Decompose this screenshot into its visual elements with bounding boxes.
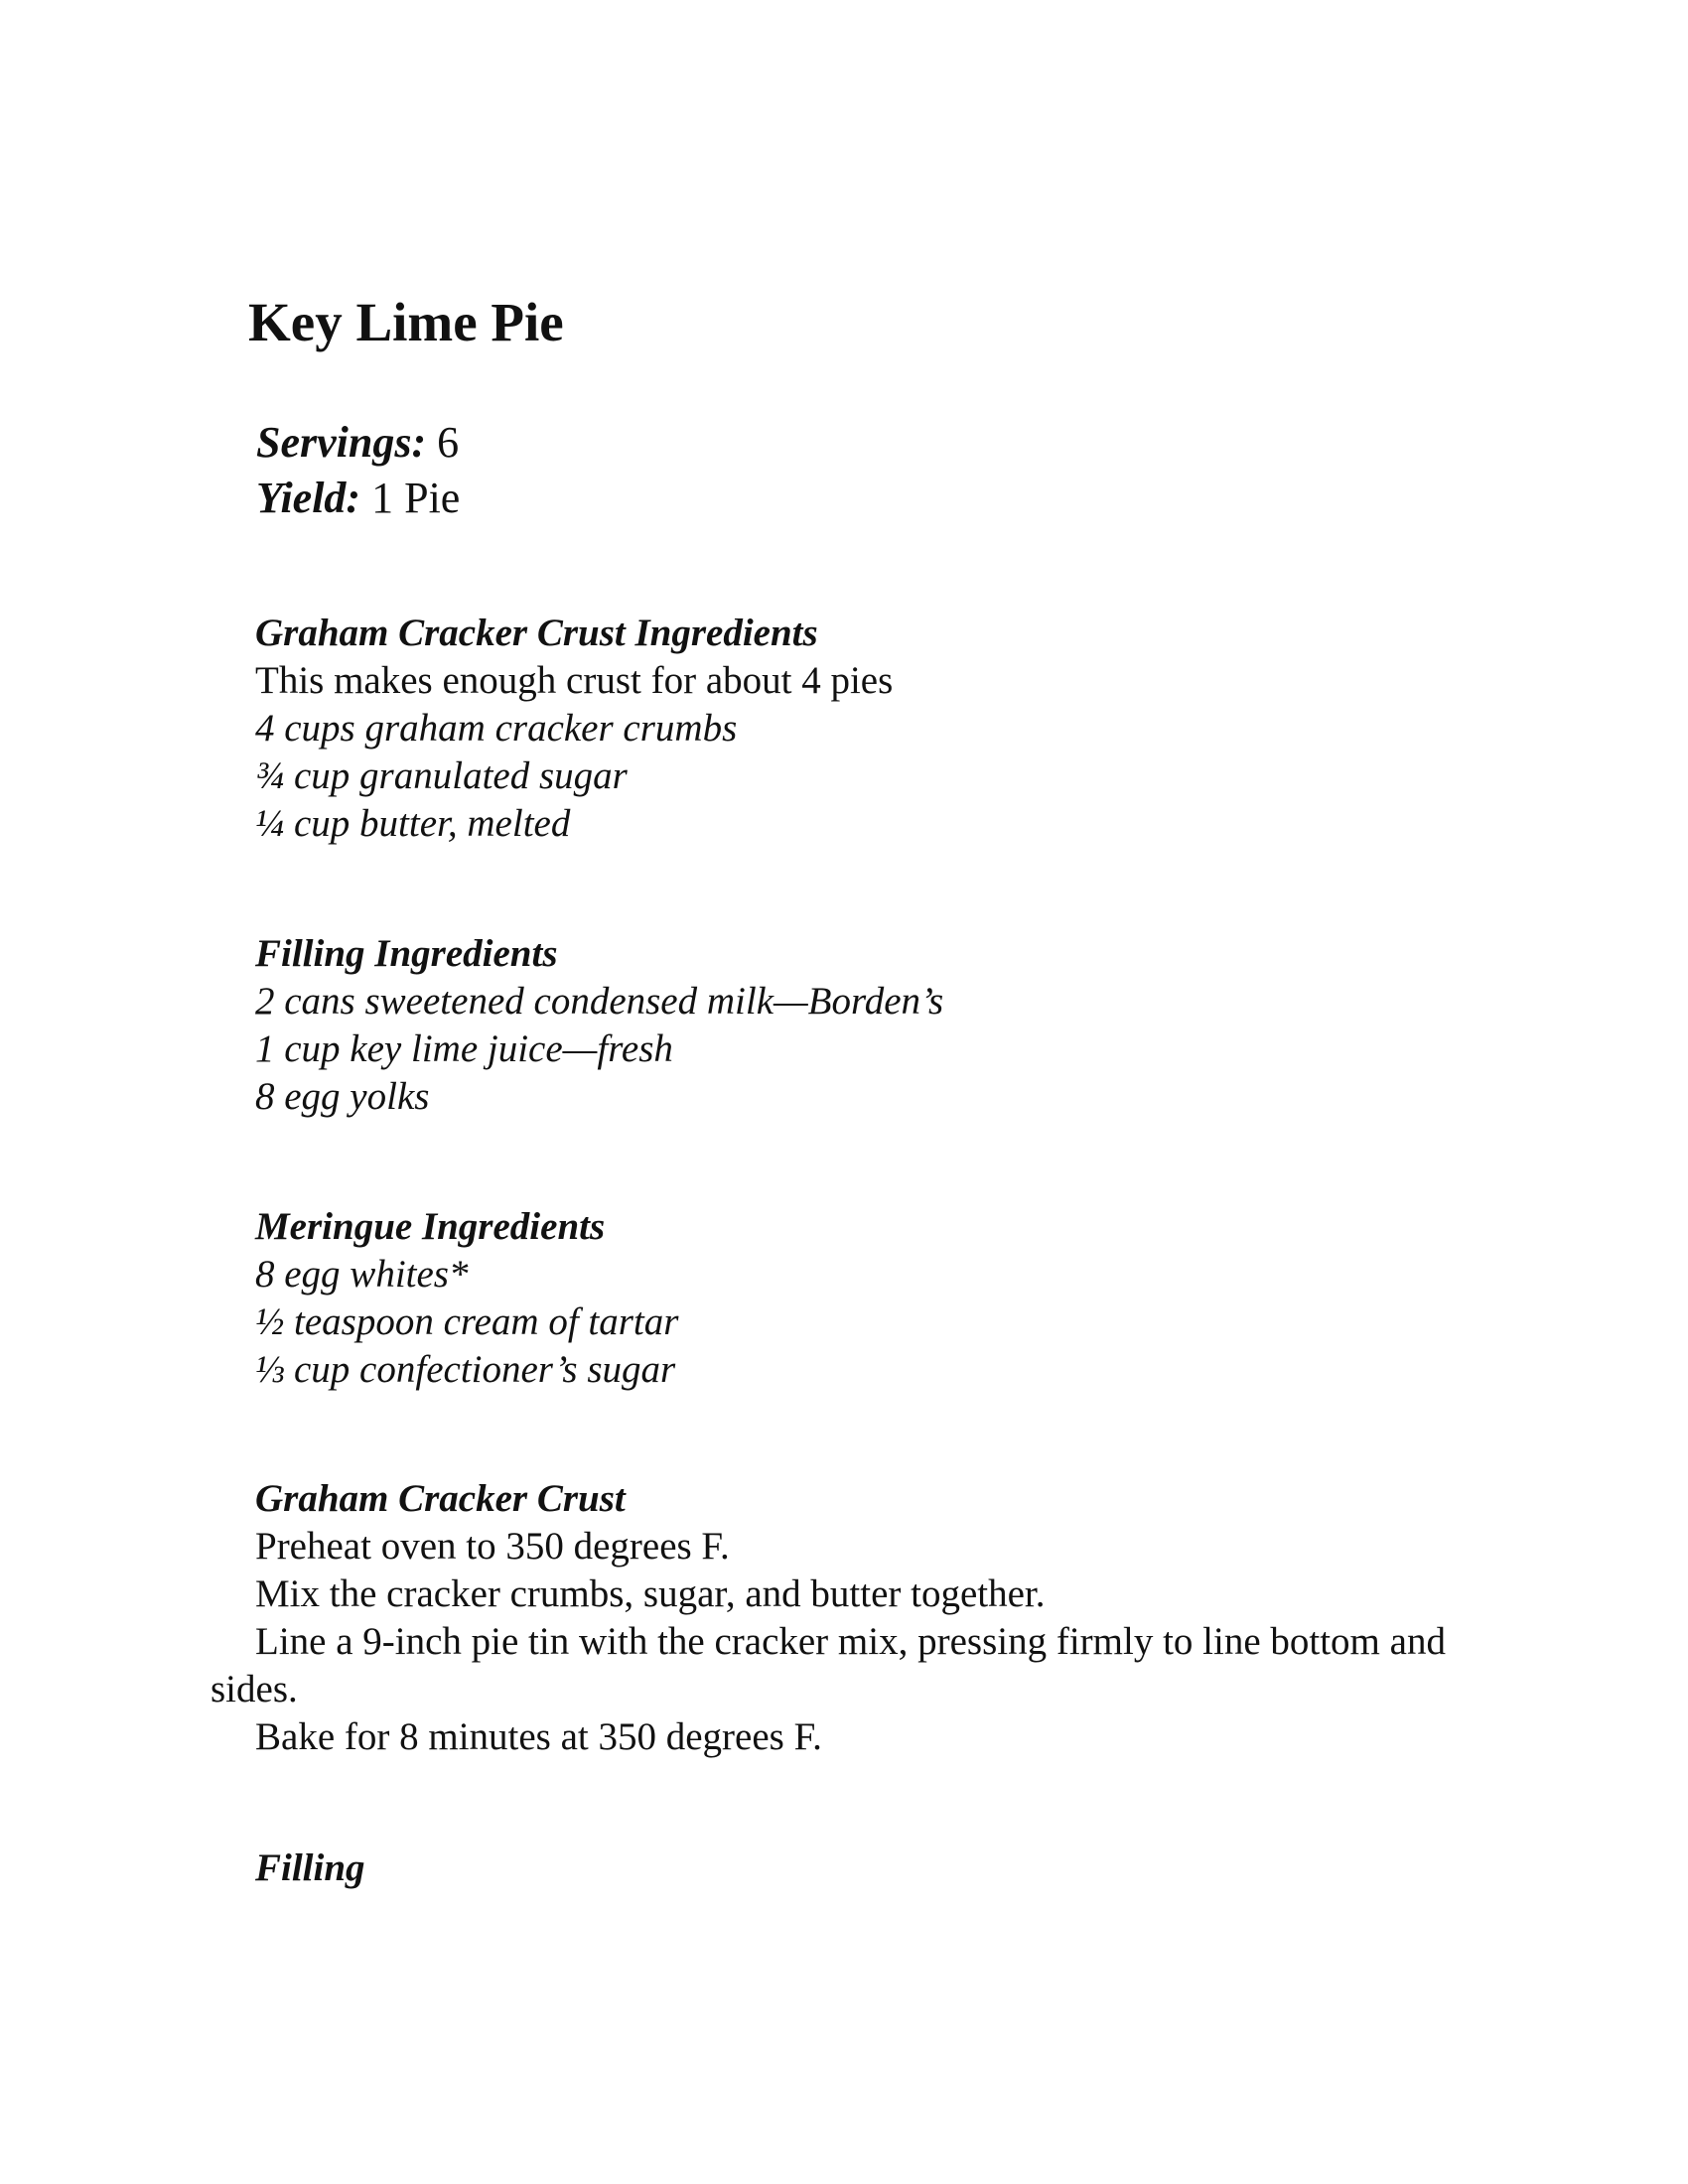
crust-method-section xyxy=(211,1475,1491,1761)
yield-label: Yield: xyxy=(256,474,361,522)
ingredient-item: 2 cans sweetened condensed milk—Borden’s xyxy=(255,980,944,1023)
servings-label: Servings: xyxy=(256,418,427,467)
ingredient-item: 4 cups graham cracker crumbs xyxy=(255,707,738,750)
yield-line xyxy=(256,471,460,526)
crust-ingredients-section xyxy=(255,610,893,848)
ingredient-item: 8 egg whites* xyxy=(255,1253,469,1296)
filling-ingredients-heading: Filling Ingredients xyxy=(255,932,558,975)
method-step: Line a 9-inch pie tin with the cracker mix, pressing firmly to line bottom and sides. xyxy=(211,1620,1446,1710)
servings-value: 6 xyxy=(437,418,460,467)
servings-line xyxy=(256,415,460,471)
method-step: Preheat oven to 350 degrees F. xyxy=(255,1525,730,1568)
ingredient-item: 8 egg yolks xyxy=(255,1075,430,1118)
crust-ingredients-note: This makes enough crust for about 4 pies xyxy=(255,659,894,702)
recipe-meta xyxy=(256,415,460,526)
recipe-title: Key Lime Pie xyxy=(248,292,564,352)
meringue-ingredients-heading: Meringue Ingredients xyxy=(255,1205,606,1248)
crust-ingredients-heading: Graham Cracker Crust Ingredients xyxy=(255,612,818,654)
filling-method-heading: Filling xyxy=(255,1846,365,1889)
yield-value: 1 Pie xyxy=(371,474,461,522)
meringue-ingredients-section xyxy=(255,1203,678,1394)
ingredient-item: ¼ cup butter, melted xyxy=(255,802,571,845)
ingredient-item: 1 cup key lime juice—fresh xyxy=(255,1027,673,1070)
method-step: Bake for 8 minutes at 350 degrees F. xyxy=(255,1715,822,1758)
ingredient-item: ⅓ cup confectioner’s sugar xyxy=(255,1348,676,1391)
filling-ingredients-section xyxy=(255,930,943,1121)
ingredient-item: ½ teaspoon cream of tartar xyxy=(255,1300,679,1343)
filling-method-section xyxy=(255,1844,365,1892)
ingredient-item: ¾ cup granulated sugar xyxy=(255,754,628,797)
crust-method-heading: Graham Cracker Crust xyxy=(255,1477,626,1520)
method-step: Mix the cracker crumbs, sugar, and butter together. xyxy=(255,1572,1046,1615)
